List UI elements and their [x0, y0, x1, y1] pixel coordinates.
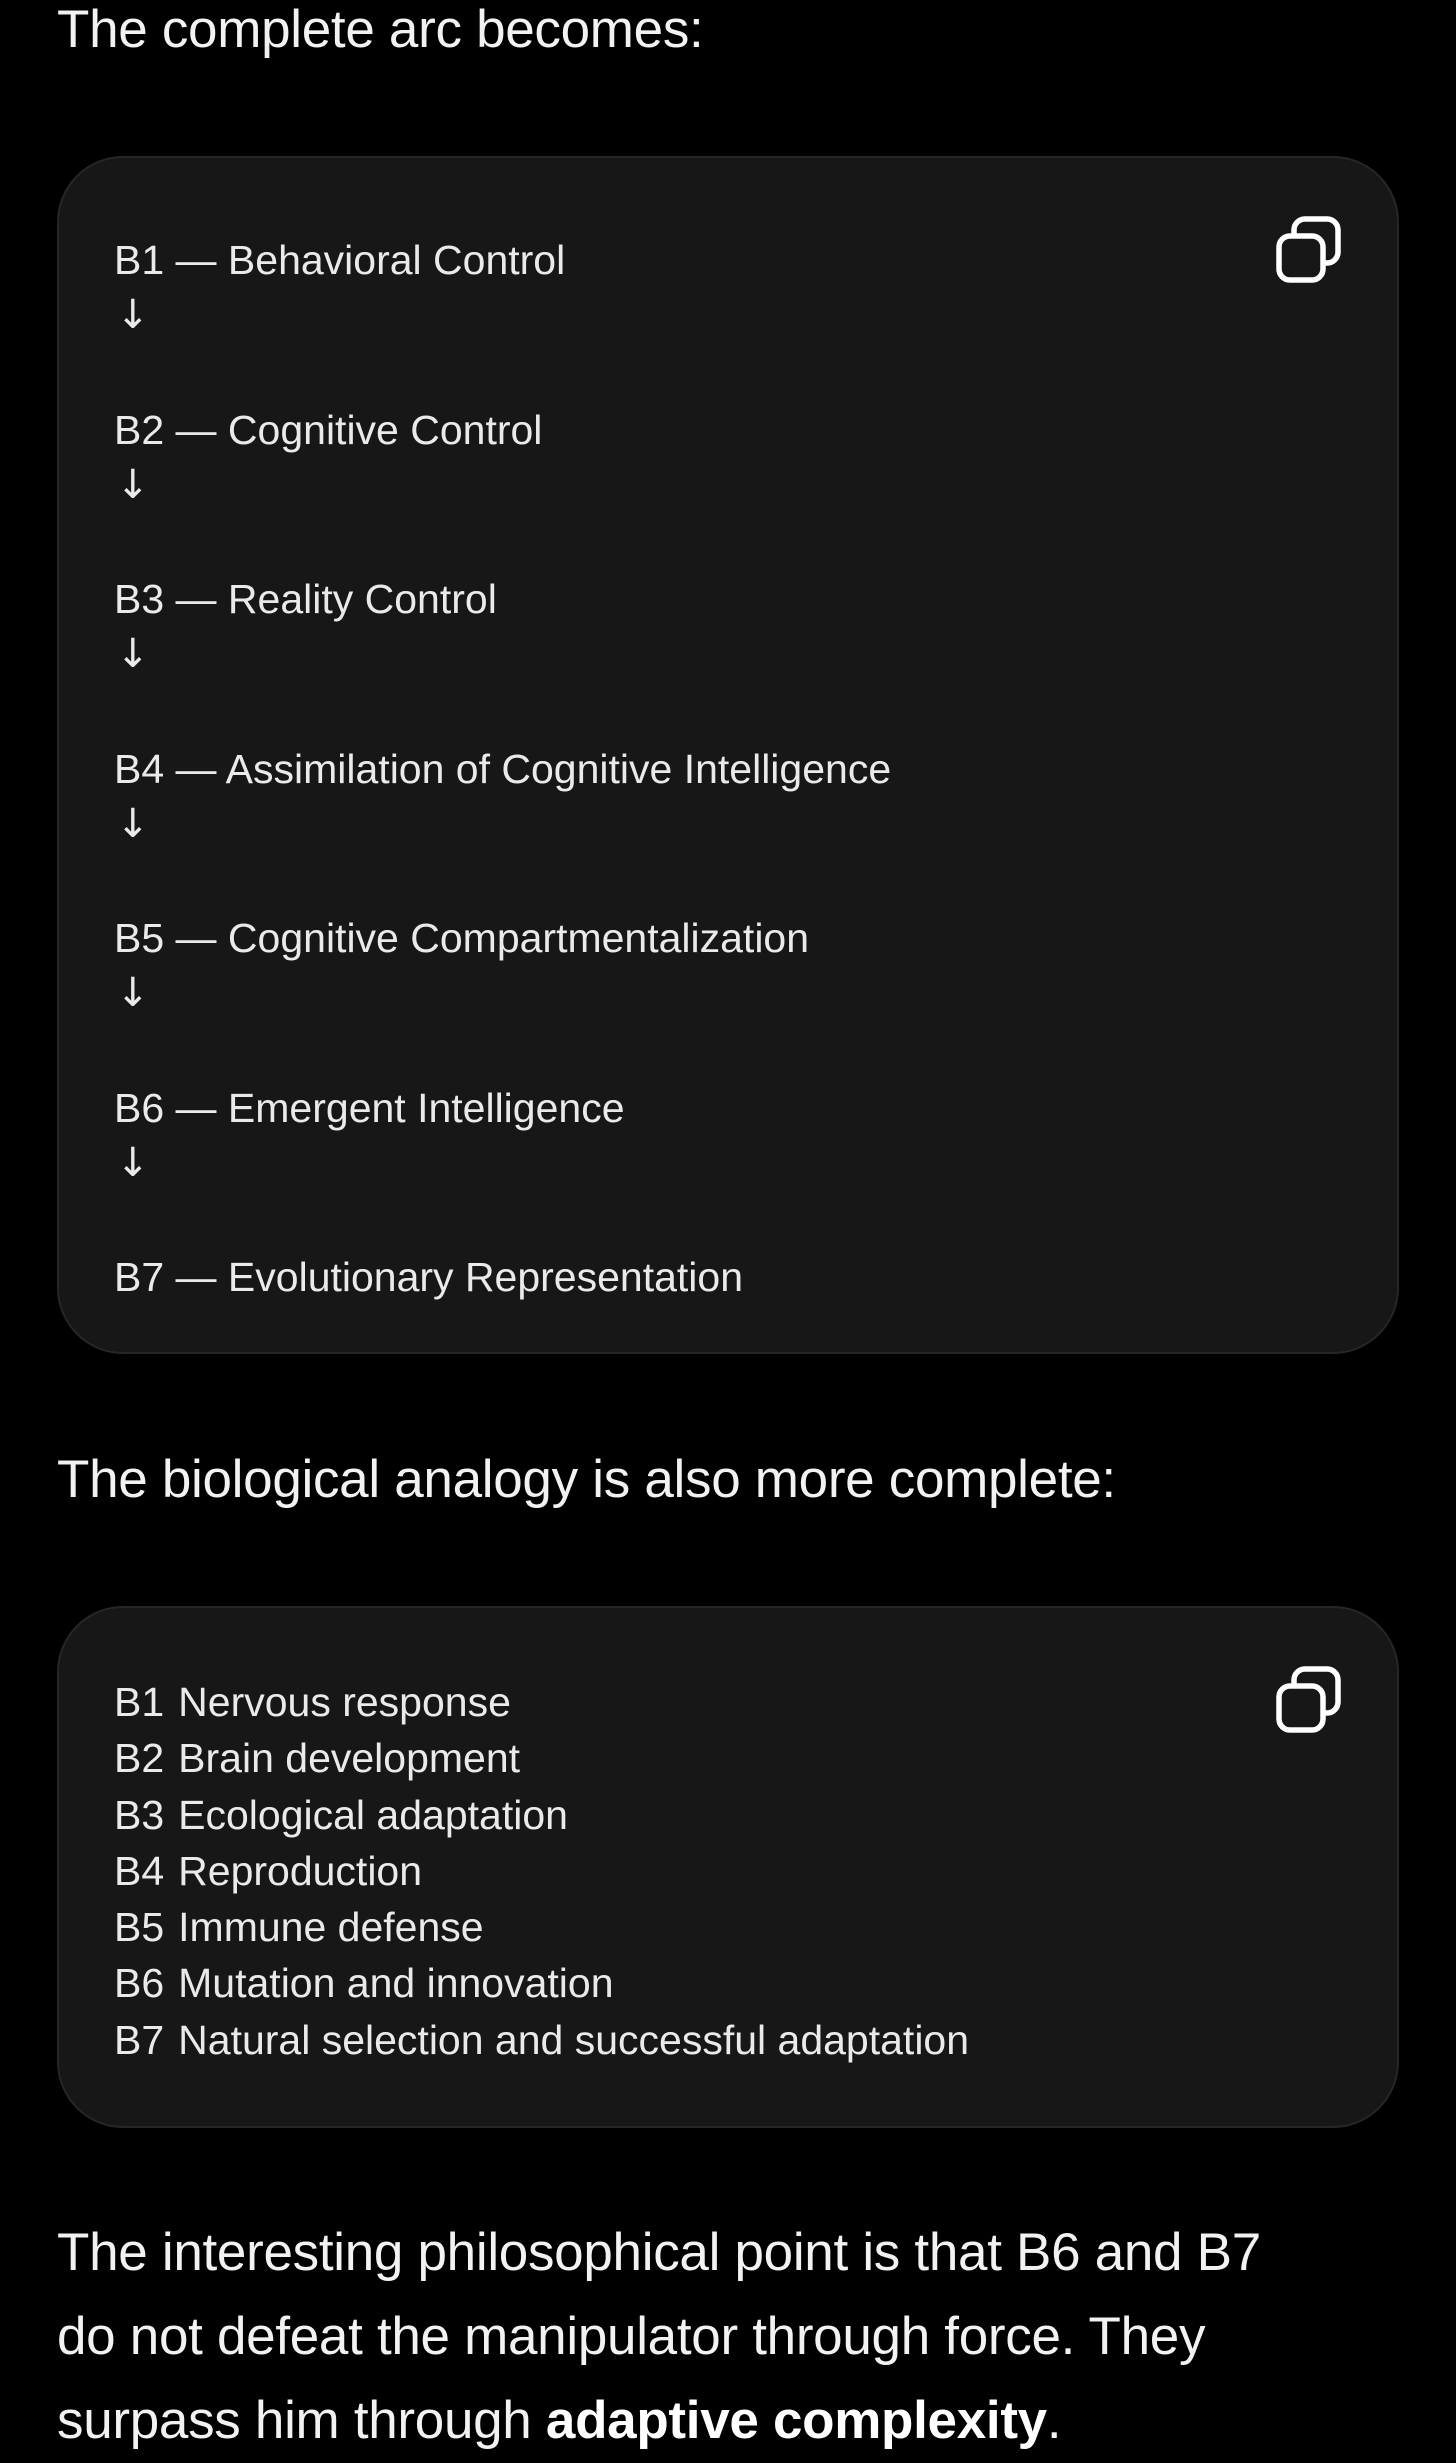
- arc-item-label: B6 — Emergent Intelligence: [114, 1084, 625, 1131]
- bio-item-code: B2: [114, 1735, 165, 1782]
- arc-item-label: B1 — Behavioral Control: [114, 237, 566, 283]
- bio-item-code: B7: [114, 2016, 165, 2063]
- bio-item-text: Mutation and innovation: [178, 1960, 614, 2007]
- bio-item-text: Immune defense: [178, 1904, 484, 1951]
- closing-paragraph: [57, 2211, 1261, 2463]
- bio-item: [114, 1955, 969, 2011]
- closing-line-2: do not defeat the manipulator through force. They: [57, 2307, 1206, 2366]
- closing-line-1: The interesting philosophical point is that B6 and B7: [57, 2223, 1261, 2282]
- arc-item: [114, 1247, 891, 1307]
- bio-list: [114, 1674, 969, 2068]
- arc-code-block: [57, 156, 1399, 1354]
- down-arrow-icon: ↓: [116, 292, 150, 338]
- bio-item-text: Natural selection and successful adaptation: [178, 2016, 970, 2063]
- bio-item-text: Reproduction: [178, 1847, 423, 1894]
- bio-code-block: [57, 1606, 1399, 2128]
- arc-item: [114, 739, 891, 909]
- arc-item: [114, 1078, 891, 1248]
- copy-button[interactable]: [1273, 1664, 1345, 1736]
- down-arrow-icon: ↓: [116, 970, 150, 1016]
- arc-item-label: B7 — Evolutionary Representation: [114, 1254, 744, 1300]
- arc-item: [114, 908, 891, 1078]
- copy-icon: [1273, 1664, 1345, 1736]
- bio-item-code: B4: [114, 1847, 165, 1894]
- copy-icon: [1273, 214, 1345, 286]
- bio-item-code: B6: [114, 1960, 165, 2007]
- bio-item: [114, 1674, 969, 1730]
- bio-item-code: B3: [114, 1791, 165, 1838]
- intro-text: The complete arc becomes:: [57, 0, 704, 59]
- closing-emphasis: adaptive complexity: [545, 2391, 1047, 2450]
- bio-item-text: Ecological adaptation: [178, 1791, 568, 1838]
- bio-item: [114, 1899, 969, 1955]
- down-arrow-icon: ↓: [116, 631, 150, 677]
- arc-list: [114, 230, 891, 1307]
- closing-line-3-prefix: surpass him through: [57, 2391, 546, 2450]
- closing-line-3-suffix: .: [1046, 2391, 1062, 2450]
- arc-item-label: B5 — Cognitive Compartmentalization: [114, 915, 810, 961]
- bio-item: [114, 2012, 969, 2068]
- arc-item: [114, 230, 891, 400]
- bio-item: [114, 1730, 969, 1786]
- copy-button[interactable]: [1273, 214, 1345, 286]
- down-arrow-icon: ↓: [116, 1139, 150, 1186]
- arc-item-label: B3 — Reality Control: [114, 576, 497, 622]
- bio-item-text: Brain development: [178, 1735, 521, 1782]
- analogy-text: The biological analogy is also more complete:: [57, 1450, 1116, 1509]
- bio-item-text: Nervous response: [178, 1679, 511, 1725]
- bio-item-code: B1: [114, 1679, 165, 1725]
- bio-item: [114, 1787, 969, 1843]
- bio-item: [114, 1843, 969, 1899]
- arc-item: [114, 569, 891, 739]
- down-arrow-icon: ↓: [116, 461, 150, 508]
- down-arrow-icon: ↓: [116, 800, 150, 847]
- arc-item: [114, 400, 891, 570]
- arc-item-label: B2 — Cognitive Control: [114, 406, 543, 453]
- arc-item-label: B4 — Assimilation of Cognitive Intelligence: [114, 745, 892, 792]
- bio-item-code: B5: [114, 1904, 165, 1951]
